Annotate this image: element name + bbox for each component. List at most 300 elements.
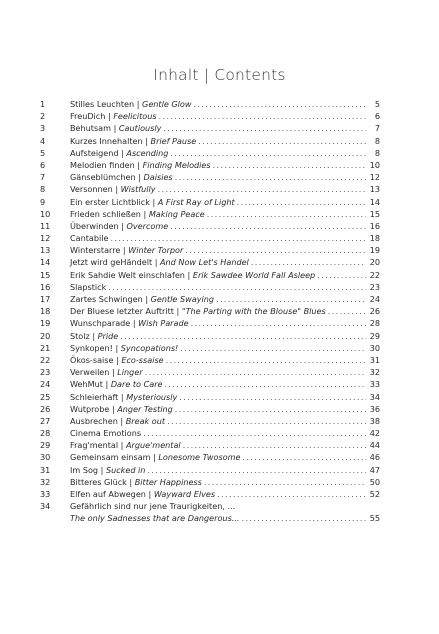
entry-title-de: Elfen auf Abwegen bbox=[70, 489, 146, 499]
entry-title-de: Überwinden bbox=[70, 220, 119, 231]
entry-line bbox=[70, 391, 380, 403]
leader-dots bbox=[175, 171, 366, 183]
toc-row bbox=[40, 281, 380, 293]
entry-title-de: Cantabile bbox=[70, 233, 109, 244]
toc-row bbox=[40, 342, 380, 354]
entry-line bbox=[70, 317, 380, 329]
entry-page-number: 29 bbox=[369, 330, 380, 341]
title-separator: | bbox=[89, 330, 98, 341]
entry-title-de: Behutsam bbox=[70, 123, 112, 134]
entry-number: 12 bbox=[40, 233, 51, 244]
entry-title bbox=[70, 232, 109, 244]
entry-line bbox=[70, 183, 380, 195]
entry-title-de: Gemeinsam einsam bbox=[70, 452, 151, 463]
entry-number: 8 bbox=[40, 184, 46, 195]
leader-dots bbox=[242, 512, 367, 524]
entry-page-number: 38 bbox=[369, 415, 380, 426]
entry-line bbox=[70, 293, 380, 305]
leader-dots bbox=[170, 147, 366, 159]
leader-dots bbox=[217, 488, 366, 500]
entry-title-en: Wistfully bbox=[120, 184, 156, 195]
entry-title bbox=[70, 391, 177, 403]
entry-title-en: A First Ray of Light bbox=[157, 196, 235, 207]
title-separator: | bbox=[173, 306, 182, 317]
entry-number: 17 bbox=[40, 294, 51, 304]
toc-row bbox=[40, 220, 380, 232]
entry-number: 34 bbox=[40, 501, 51, 512]
toc-row bbox=[40, 256, 380, 268]
entry-page-number: 33 bbox=[369, 379, 380, 390]
entry-title-de: Aufsteigend bbox=[70, 147, 119, 158]
entry-title-en: Wayward Elves bbox=[153, 489, 216, 499]
title-separator: | bbox=[150, 452, 159, 463]
entry-line bbox=[70, 122, 380, 134]
entry-page-number: 47 bbox=[369, 464, 380, 475]
entry-page-number: 24 bbox=[369, 294, 380, 304]
entry-line bbox=[70, 476, 380, 488]
entry-line bbox=[70, 451, 380, 463]
leader-dots bbox=[191, 317, 366, 329]
entry-number: 7 bbox=[40, 172, 46, 183]
entry-line bbox=[70, 403, 380, 415]
entry-page-number: 28 bbox=[369, 318, 380, 329]
leader-dots bbox=[183, 439, 366, 451]
toc-row bbox=[40, 98, 380, 110]
entry-page-number: 8 bbox=[374, 147, 380, 158]
entry-title-en: "The Parting with the Blouse" Blues bbox=[181, 306, 326, 317]
entry-line bbox=[70, 208, 380, 220]
entry-title-de: Jetzt wird geHändelt bbox=[70, 257, 153, 268]
toc-row bbox=[40, 147, 380, 159]
leader-dots bbox=[317, 269, 366, 281]
entry-number: 26 bbox=[40, 403, 51, 414]
toc-row bbox=[40, 293, 380, 305]
entry-line bbox=[70, 305, 380, 317]
leader-dots bbox=[216, 293, 366, 305]
toc-row bbox=[40, 366, 380, 378]
toc-row bbox=[40, 500, 380, 512]
entry-number: 13 bbox=[40, 245, 51, 256]
title-separator: | bbox=[98, 464, 106, 475]
leader-dots bbox=[204, 476, 366, 488]
entry-number: 9 bbox=[40, 196, 46, 207]
entry-title-de: Ausbrechen bbox=[70, 415, 118, 426]
entry-title-en: And Now Let's Handel bbox=[160, 257, 249, 268]
title-separator: | bbox=[126, 476, 135, 487]
page-title: Inhalt | Contents bbox=[153, 66, 286, 84]
entry-title-en: Feelicitous bbox=[113, 111, 157, 122]
entry-title bbox=[70, 439, 181, 451]
title-separator: | bbox=[102, 379, 111, 390]
toc-row bbox=[40, 415, 380, 427]
toc-row bbox=[40, 135, 380, 147]
leader-dots bbox=[166, 354, 366, 366]
leader-dots bbox=[175, 403, 366, 415]
leader-dots bbox=[185, 244, 366, 256]
entry-title bbox=[70, 476, 202, 488]
entry-title-de: Ökos-saise bbox=[70, 354, 114, 365]
entry-page-number: 22 bbox=[369, 269, 380, 280]
entry-page-number: 46 bbox=[369, 452, 380, 463]
entry-title bbox=[70, 464, 145, 476]
entry-line bbox=[70, 256, 380, 268]
entry-title-de: Gänseblümchen bbox=[70, 172, 136, 183]
title-separator: | bbox=[112, 184, 121, 195]
entry-line bbox=[70, 354, 380, 366]
entry-page-number: 5 bbox=[374, 99, 380, 109]
entry-title bbox=[70, 208, 205, 220]
entry-title-en: Brief Pause bbox=[150, 135, 197, 146]
entry-title-de: Im Sog bbox=[70, 464, 99, 475]
entry-title-de: Stolz bbox=[70, 330, 90, 341]
entry-title bbox=[70, 305, 326, 317]
leader-dots bbox=[207, 208, 366, 220]
title-separator: | bbox=[145, 489, 154, 499]
entry-number: 29 bbox=[40, 440, 51, 451]
entry-line bbox=[70, 378, 380, 390]
leader-dots bbox=[120, 330, 366, 342]
leader-dots bbox=[165, 378, 366, 390]
entry-number: 11 bbox=[40, 220, 51, 231]
entry-title-de: Winterstarre bbox=[70, 245, 121, 256]
entry-page-number: 34 bbox=[369, 391, 380, 402]
entry-title-en: Ascending bbox=[126, 147, 169, 158]
entry-title-de: Stilles Leuchten bbox=[70, 99, 135, 109]
toc-row bbox=[40, 391, 380, 403]
entry-number: 6 bbox=[40, 159, 46, 170]
entry-line bbox=[70, 512, 380, 524]
entry-line bbox=[70, 488, 380, 500]
title-separator: | bbox=[118, 220, 127, 231]
entry-title-en: Bitter Happiness bbox=[134, 476, 202, 487]
entry-title bbox=[70, 403, 173, 415]
entry-line bbox=[70, 281, 380, 293]
toc-row bbox=[40, 464, 380, 476]
entry-title-en: Linger bbox=[117, 367, 143, 378]
toc-row bbox=[40, 183, 380, 195]
entry-title-en: Break out bbox=[125, 415, 166, 426]
toc-row bbox=[40, 110, 380, 122]
entry-number: 19 bbox=[40, 318, 51, 329]
entry-line bbox=[70, 500, 380, 512]
entry-title bbox=[70, 171, 173, 183]
entry-title-en: Lonesome Twosome bbox=[158, 452, 241, 463]
leader-dots bbox=[145, 366, 366, 378]
entry-page-number: 42 bbox=[369, 428, 380, 439]
entry-line bbox=[70, 232, 380, 244]
entry-title-de: Slapstick bbox=[70, 281, 107, 292]
entry-number: 25 bbox=[40, 391, 51, 402]
entry-line bbox=[70, 342, 380, 354]
entry-page-number: 18 bbox=[369, 233, 380, 244]
entry-title-de: Melodien finden bbox=[70, 159, 135, 170]
title-separator: | bbox=[118, 147, 127, 158]
entry-line bbox=[70, 439, 380, 451]
leader-dots bbox=[111, 232, 367, 244]
leader-dots bbox=[158, 183, 366, 195]
leader-dots bbox=[194, 98, 367, 110]
entry-title-de: Der Bluese letzter Auftritt bbox=[70, 306, 174, 317]
entry-title bbox=[70, 330, 118, 342]
entry-number: 15 bbox=[40, 269, 51, 280]
title-separator: | bbox=[109, 403, 118, 414]
table-of-contents bbox=[40, 98, 380, 525]
entry-number: 4 bbox=[40, 135, 46, 146]
entry-title bbox=[70, 122, 161, 134]
title-separator: | bbox=[130, 318, 139, 329]
entry-title-de: Frieden schließen bbox=[70, 208, 141, 219]
entry-title-de: FreuDich bbox=[70, 111, 106, 122]
entry-title bbox=[70, 281, 106, 293]
entry-page-number: 55 bbox=[369, 513, 380, 524]
title-separator: | bbox=[140, 208, 149, 219]
entry-line bbox=[70, 159, 380, 171]
entry-number: 1 bbox=[40, 99, 46, 109]
entry-title-de: Frag'mental bbox=[70, 440, 119, 451]
entry-page-number: 32 bbox=[369, 367, 380, 378]
entry-title bbox=[70, 269, 315, 281]
toc-row bbox=[40, 403, 380, 415]
entry-number: 24 bbox=[40, 379, 51, 390]
entry-title-de: Kurzes Innehalten bbox=[70, 135, 143, 146]
entry-line bbox=[70, 330, 380, 342]
entry-title bbox=[70, 135, 196, 147]
toc-row bbox=[40, 330, 380, 342]
entry-number: 30 bbox=[40, 452, 51, 463]
entry-line bbox=[70, 366, 380, 378]
entry-number: 21 bbox=[40, 342, 51, 353]
title-separator: | bbox=[111, 123, 119, 134]
entry-title-en: Pride bbox=[97, 330, 119, 341]
entry-title bbox=[70, 293, 214, 305]
entry-page-number: 13 bbox=[369, 184, 380, 195]
entry-number: 10 bbox=[40, 208, 51, 219]
toc-row-continued bbox=[40, 512, 380, 524]
leader-dots bbox=[213, 159, 366, 171]
entry-line bbox=[70, 135, 380, 147]
entry-page-number: 10 bbox=[369, 159, 380, 170]
entry-title-en: Gentle Swaying bbox=[150, 294, 215, 304]
toc-row bbox=[40, 317, 380, 329]
entry-line bbox=[70, 147, 380, 159]
entry-title-en: Overcome bbox=[126, 220, 169, 231]
entry-page-number: 6 bbox=[374, 111, 380, 122]
toc-row bbox=[40, 354, 380, 366]
title-separator: | bbox=[112, 342, 121, 353]
entry-page-number: 36 bbox=[369, 403, 380, 414]
entry-number: 28 bbox=[40, 428, 51, 439]
entry-title bbox=[70, 415, 165, 427]
leader-dots bbox=[251, 256, 366, 268]
entry-number: 31 bbox=[40, 464, 51, 475]
entry-page-number: 7 bbox=[374, 123, 380, 134]
toc-row bbox=[40, 159, 380, 171]
entry-page-number: 30 bbox=[369, 342, 380, 353]
toc-row bbox=[40, 171, 380, 183]
entry-number: 32 bbox=[40, 476, 51, 487]
entry-title-de: Verweilen bbox=[70, 367, 110, 378]
leader-dots bbox=[170, 220, 366, 232]
entry-line bbox=[70, 427, 380, 439]
entry-line bbox=[70, 171, 380, 183]
entry-title-en: Syncopations! bbox=[120, 342, 179, 353]
entry-title bbox=[70, 220, 168, 232]
leader-dots bbox=[108, 281, 366, 293]
leader-dots bbox=[159, 110, 366, 122]
entry-title bbox=[70, 110, 157, 122]
title-separator: | bbox=[142, 294, 151, 304]
toc-row bbox=[40, 427, 380, 439]
entry-line bbox=[70, 220, 380, 232]
entry-title bbox=[70, 256, 249, 268]
toc-row bbox=[40, 378, 380, 390]
entry-title-en: Winter Torpor bbox=[128, 245, 184, 256]
entry-title bbox=[70, 488, 215, 500]
title-separator: | bbox=[134, 159, 143, 170]
entry-line bbox=[70, 110, 380, 122]
entry-line bbox=[70, 464, 380, 476]
entry-number: 5 bbox=[40, 147, 46, 158]
entry-number: 20 bbox=[40, 330, 51, 341]
entry-title-en: Finding Melodies bbox=[142, 159, 211, 170]
entry-title-en: Erik Sawdee World Fall Asleep bbox=[192, 269, 316, 280]
entry-title-en: Argue'mental bbox=[125, 440, 181, 451]
toc-row bbox=[40, 451, 380, 463]
toc-row bbox=[40, 122, 380, 134]
title-separator: | bbox=[120, 245, 129, 256]
leader-dots bbox=[179, 391, 366, 403]
toc-row bbox=[40, 488, 380, 500]
entry-title bbox=[70, 427, 141, 439]
entry-page-number: 31 bbox=[369, 354, 380, 365]
entry-title-de: Bitteres Glück bbox=[70, 476, 127, 487]
toc-row bbox=[40, 244, 380, 256]
entry-title-en: Sucked in bbox=[105, 464, 146, 475]
entry-title-en: The only Sadnesses that are Dangerous... bbox=[70, 513, 240, 524]
entry-title bbox=[70, 500, 235, 512]
entry-title-en: Anger Testing bbox=[117, 403, 173, 414]
title-separator: | bbox=[117, 415, 126, 426]
title-separator: | bbox=[135, 172, 144, 183]
entry-title bbox=[70, 159, 211, 171]
title-separator: | bbox=[118, 391, 127, 402]
entry-page-number: 8 bbox=[374, 135, 380, 146]
entry-number: 23 bbox=[40, 367, 51, 378]
entry-title bbox=[70, 342, 178, 354]
entry-title-de: Cinema Emotions bbox=[70, 428, 142, 439]
entry-title-en: Gentle Glow bbox=[142, 99, 192, 109]
entry-page-number: 23 bbox=[369, 281, 380, 292]
toc-row bbox=[40, 232, 380, 244]
entry-title bbox=[70, 98, 192, 110]
title-separator: | bbox=[149, 196, 158, 207]
entry-title bbox=[70, 451, 241, 463]
entry-title bbox=[70, 317, 189, 329]
entry-title-en: Mysteriously bbox=[126, 391, 178, 402]
entry-title-en: Eco-ssaise bbox=[121, 354, 164, 365]
entry-title bbox=[70, 378, 163, 390]
entry-page-number: 52 bbox=[369, 489, 380, 499]
entry-title-en: Daisies bbox=[143, 172, 173, 183]
entry-title-de: Ein erster Lichtblick bbox=[70, 196, 150, 207]
entry-title bbox=[70, 183, 156, 195]
leader-dots bbox=[163, 122, 366, 134]
leader-dots bbox=[237, 196, 366, 208]
entry-title bbox=[70, 366, 143, 378]
entry-page-number: 14 bbox=[369, 196, 380, 207]
title-separator: | bbox=[118, 440, 126, 451]
entry-line bbox=[70, 98, 380, 110]
entry-number: 18 bbox=[40, 306, 51, 317]
leader-dots bbox=[180, 342, 366, 354]
entry-page-number: 44 bbox=[369, 440, 380, 451]
leader-dots bbox=[198, 135, 366, 147]
entry-page-number: 12 bbox=[369, 172, 380, 183]
entry-title-de: Versonnen bbox=[70, 184, 113, 195]
entry-title-de: Wutprobe bbox=[70, 403, 110, 414]
title-separator: | bbox=[184, 269, 193, 280]
entry-number: 16 bbox=[40, 281, 51, 292]
entry-title-en: Making Peace bbox=[148, 208, 205, 219]
entry-page-number: 26 bbox=[369, 306, 380, 317]
entry-page-number: 20 bbox=[369, 257, 380, 268]
entry-number: 33 bbox=[40, 489, 51, 499]
entry-title-en: Cautiously bbox=[118, 123, 162, 134]
entry-number: 3 bbox=[40, 123, 46, 134]
entry-title bbox=[70, 244, 183, 256]
entry-title bbox=[70, 354, 164, 366]
entry-title-de: Wunschparade bbox=[70, 318, 131, 329]
entry-title-de: Gefährlich sind nur jene Traurigkeiten, ... bbox=[70, 501, 236, 512]
entry-title-de: Zartes Schwingen bbox=[70, 294, 143, 304]
title-separator: | bbox=[142, 135, 151, 146]
entry-page-number: 50 bbox=[369, 476, 380, 487]
entry-page-number: 19 bbox=[369, 245, 380, 256]
title-separator: | bbox=[113, 354, 122, 365]
entry-number: 14 bbox=[40, 257, 51, 268]
entry-number: 22 bbox=[40, 354, 51, 365]
entry-title-de: Schleierhaft bbox=[70, 391, 119, 402]
entry-title-de: WehMut bbox=[70, 379, 103, 390]
toc-row bbox=[40, 196, 380, 208]
entry-number: 27 bbox=[40, 415, 51, 426]
leader-dots bbox=[167, 415, 366, 427]
title-separator: | bbox=[134, 99, 143, 109]
entry-line bbox=[70, 269, 380, 281]
title-separator: | bbox=[109, 367, 118, 378]
entry-page-number: 16 bbox=[369, 220, 380, 231]
toc-row bbox=[40, 208, 380, 220]
entry-title bbox=[70, 196, 235, 208]
leader-dots bbox=[143, 427, 366, 439]
toc-row bbox=[40, 439, 380, 451]
leader-dots bbox=[147, 464, 366, 476]
entry-title bbox=[70, 147, 168, 159]
toc-row bbox=[40, 269, 380, 281]
title-separator: | bbox=[152, 257, 161, 268]
entry-line bbox=[70, 244, 380, 256]
entry-title-en: Wish Parade bbox=[138, 318, 189, 329]
entry-page-number: 15 bbox=[369, 208, 380, 219]
entry-number: 2 bbox=[40, 111, 46, 122]
entry-title-de: Erik Sahdie Welt einschlafen bbox=[70, 269, 185, 280]
toc-row bbox=[40, 305, 380, 317]
entry-title-de: Synkopen! bbox=[70, 342, 113, 353]
title-separator: | bbox=[105, 111, 114, 122]
toc-row bbox=[40, 476, 380, 488]
entry-line bbox=[70, 196, 380, 208]
entry-title-en: Dare to Care bbox=[110, 379, 163, 390]
